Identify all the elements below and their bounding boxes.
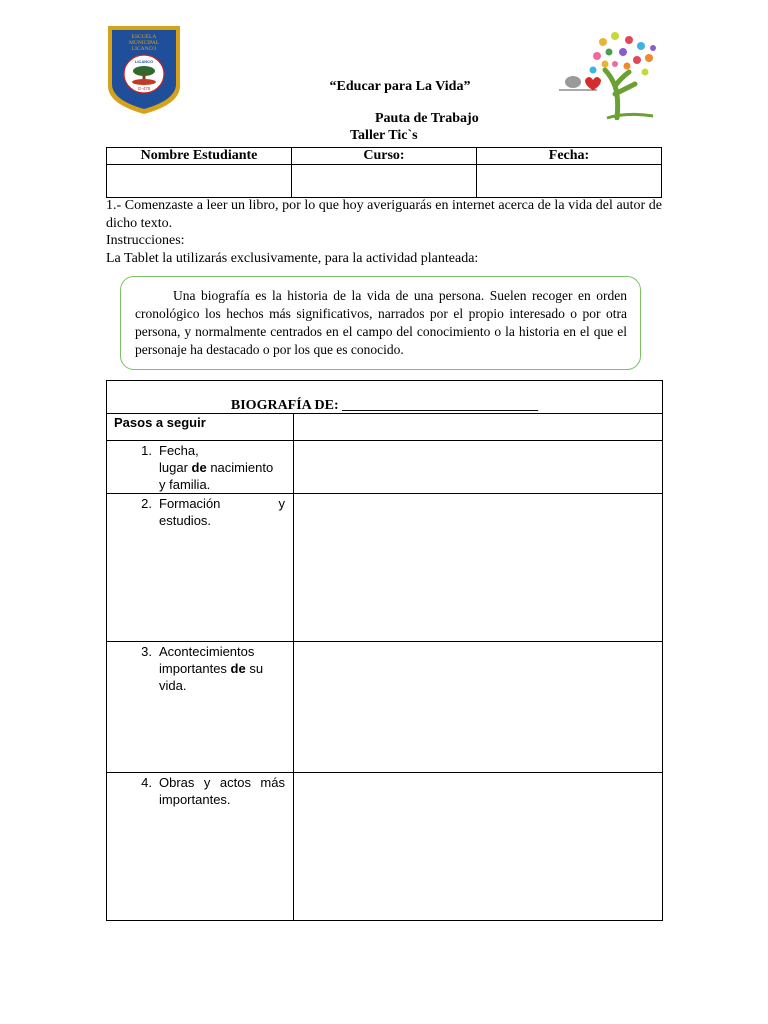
step-number: 4.: [141, 775, 152, 790]
step-1: [107, 441, 294, 494]
steps-header-answer[interactable]: [294, 414, 663, 441]
nombre-estudiante-field[interactable]: [107, 165, 292, 198]
biography-table: [106, 380, 663, 921]
crest-line-3: LICANCO: [131, 46, 157, 52]
step-text: Formación y estudios.: [159, 496, 285, 528]
fecha-field[interactable]: [477, 165, 662, 198]
header-nombre-estudiante: Nombre Estudiante: [107, 148, 292, 165]
step-3: [107, 642, 294, 773]
step-2: [107, 494, 294, 642]
instruction-tablet: La Tablet la utilizarás exclusivamente, para la actividad planteada:: [106, 250, 479, 266]
biography-title-cell[interactable]: [107, 381, 663, 414]
motto: “Educar para La Vida”: [329, 79, 471, 94]
step-text: Acontecimientos importantes de su vida.: [159, 644, 264, 693]
worksheet-subtitle: Taller Tic`s: [350, 128, 418, 143]
step-4-answer[interactable]: [294, 773, 663, 921]
step-number: 3.: [141, 644, 152, 659]
student-info-table: [106, 147, 662, 198]
worksheet-title: Pauta de Trabajo: [375, 111, 479, 126]
curso-field[interactable]: [292, 165, 477, 198]
crest-line-2: MUNICIPAL: [128, 40, 160, 46]
biography-title: BIOGRAFÍA DE: ____________________________: [230, 398, 539, 413]
step-text: Fecha, lugar de nacimiento y familia.: [159, 443, 274, 492]
instruction-heading: Instrucciones:: [106, 233, 185, 248]
definition-text: Una biografía es la historia de la vida de una persona. Suelen recoger en orden cronológico los hechos más significativos, narrados por el propio interesado o por otra persona, y normalmente centrados en el campo del conocimiento o la historia en el que el personaje ha destacado o por los que es conocido.: [135, 288, 627, 357]
crest-line-5: G-475: [137, 86, 151, 91]
step-4: [107, 773, 294, 921]
header-fecha: Fecha:: [477, 148, 662, 165]
crest-line-1: ESCUELA: [131, 34, 157, 40]
steps-header: Pasos a seguir: [107, 414, 294, 441]
header-curso: Curso:: [292, 148, 477, 165]
step-1-answer[interactable]: [294, 441, 663, 494]
crest-line-4: LICANCO: [134, 59, 154, 64]
tree-hearts-icon: [557, 28, 661, 120]
instructions: [106, 197, 662, 267]
step-number: 2.: [141, 496, 152, 511]
step-number: 1.: [141, 443, 152, 458]
instruction-task: 1.- Comenzaste a leer un libro, por lo que hoy averiguarás en internet acerca de la vida del autor de dicho texto.: [106, 198, 662, 231]
definition-box: [120, 276, 641, 370]
step-2-answer[interactable]: [294, 494, 663, 642]
step-3-answer[interactable]: [294, 642, 663, 773]
school-crest-icon: [106, 24, 182, 116]
step-text: Obras y actos más importantes.: [159, 775, 285, 807]
